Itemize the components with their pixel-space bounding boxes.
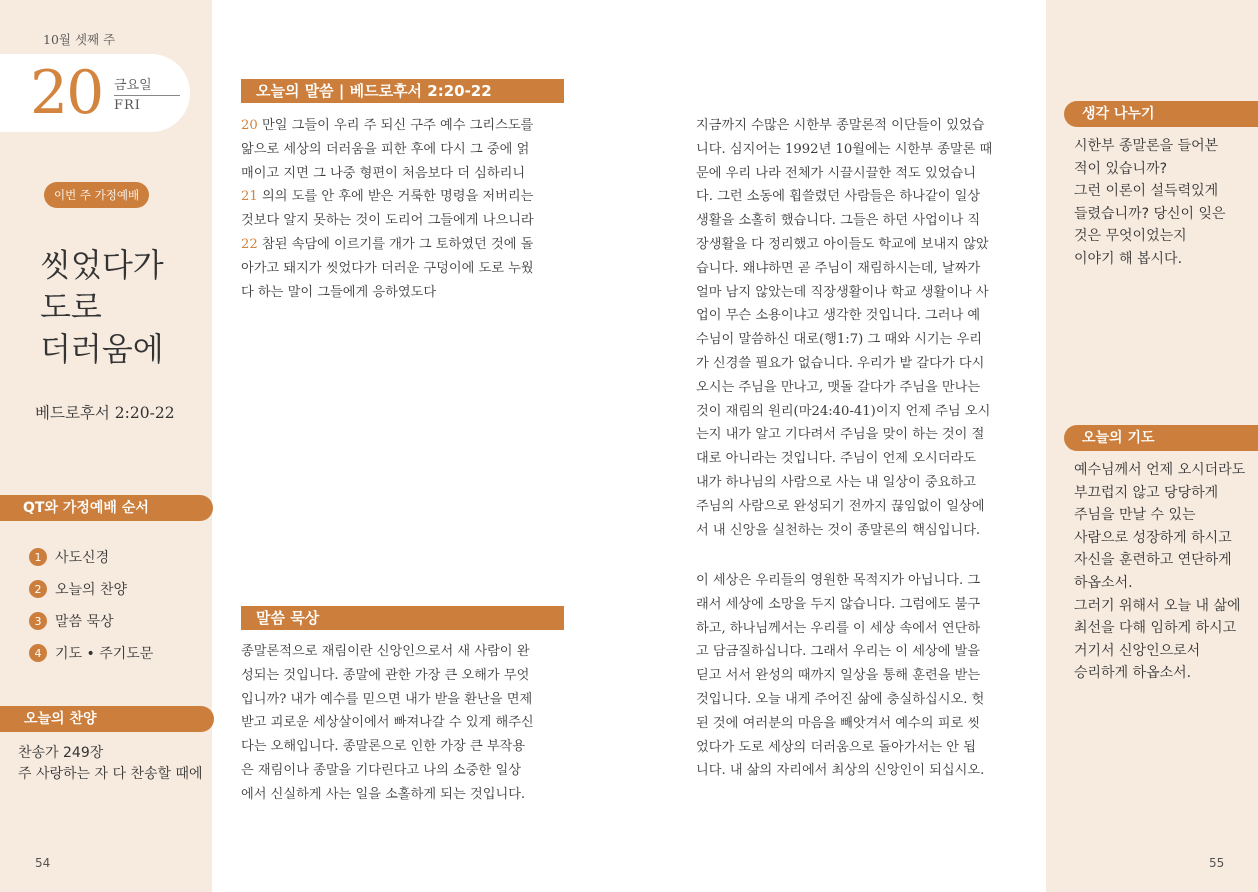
scripture-line (241, 162, 534, 186)
prayer-line: 사람으로 성장하게 하시고 (1074, 529, 1232, 546)
verse-text: 참된 속담에 이르기를 개가 그 토하였던 것에 돌 (257, 236, 534, 252)
prayer-text (1074, 459, 1245, 685)
step-label: 오늘의 찬양 (55, 582, 128, 598)
scripture-text (241, 114, 534, 304)
think-text (1074, 135, 1226, 271)
day-name: 금요일 (114, 78, 152, 93)
step-label: 기도 • 주기도문 (55, 646, 154, 662)
hymn-line: 찬송가 249장 (18, 745, 104, 761)
meditation-line: 에서 신실하게 사는 일을 소홀하게 되는 것입니다. (241, 786, 526, 802)
verse-text: 다 하는 말이 그들에게 응하였도다 (241, 284, 437, 300)
body-line: 는지 내가 알고 기다려서 주님을 맞이 하는 것이 절 (696, 427, 985, 443)
prayer-line: 자신을 훈련하고 연단하게 (1074, 552, 1232, 569)
step-number: 2 (29, 580, 47, 598)
verse-number: 21 (241, 189, 258, 205)
body-line: 었다가 도로 세상의 더러움으로 돌아가서는 안 됩 (696, 739, 976, 755)
body-line: 업이 무슨 소용이냐고 생각한 것입니다. 그러나 예 (696, 308, 981, 324)
scripture-line (241, 138, 534, 162)
body-line: 수님이 말씀하신 대로(행1:7) 그 때와 시기는 우리 (696, 332, 982, 348)
list-item (29, 605, 153, 637)
list-item (29, 573, 153, 605)
qt-order-list (29, 541, 153, 669)
body-line: 습니다. 왜냐하면 곧 주님이 재림하시는데, 날짜가 (696, 260, 981, 276)
prayer-line: 거기서 신앙인으로서 (1074, 642, 1201, 659)
think-heading: 생각 나누기 (1064, 101, 1258, 127)
body-line: 얼마 남지 않았는데 직장생활이나 학교 생활이나 사 (696, 284, 989, 300)
step-label: 말씀 묵상 (55, 614, 114, 630)
body-line: 주님의 사람으로 완성되기 전까지 끊임없이 일상에 (696, 498, 985, 514)
title-line: 더러움에 (40, 330, 164, 368)
verse-text: 것보다 알지 못하는 것이 도리어 그들에게 나으니라 (241, 213, 534, 229)
body-paragraph-2 (696, 569, 984, 783)
body-line: 것입니다. 오늘 내게 주어진 삶에 충실하십시오. 헛 (696, 691, 985, 707)
step-label: 사도신경 (55, 550, 110, 566)
meditation-line: 성되는 것입니다. 종말에 관한 가장 큰 오해가 무엇 (241, 667, 530, 683)
think-line: 적이 있습니까? (1074, 160, 1168, 177)
body-line: 지금까지 수많은 시한부 종말론적 이단들이 있었습 (696, 118, 985, 133)
scripture-line (241, 209, 534, 233)
body-line: 래서 세상에 소망을 두지 않습니다. 그럼에도 불구 (696, 596, 981, 612)
body-line: 된 것에 여러분의 마음을 빼앗겨서 예수의 피로 씻 (696, 715, 981, 731)
qt-order-heading: QT와 가정예배 순서 (0, 495, 213, 521)
meditation-line: 종말론적으로 재림이란 신앙인으로서 새 사람이 완 (241, 644, 530, 659)
body-line: 고 담금질하십니다. 그래서 우리는 이 세상에 발을 (696, 644, 981, 660)
body-line: 이 세상은 우리들의 영원한 목적지가 아닙니다. 그 (696, 573, 981, 588)
page-title (40, 244, 164, 370)
body-paragraph-1 (696, 114, 992, 542)
verse-number: 20 (241, 118, 258, 133)
hymn-line: 주 사랑하는 자 다 찬송할 때에 (18, 766, 203, 782)
title-line: 도로 (40, 288, 102, 326)
body-line: 오시는 주님을 만나고, 맷돌 갈다가 주님을 만나는 (696, 379, 981, 395)
prayer-line: 하옵소서. (1074, 574, 1133, 591)
prayer-line: 최선을 다해 임하게 하시고 (1074, 620, 1237, 637)
think-line: 이야기 해 봅시다. (1074, 250, 1183, 267)
family-worship-badge: 이번 주 가정예배 (44, 182, 149, 208)
step-number: 3 (29, 612, 47, 630)
meditation-line: 받고 괴로운 세상살이에서 빠져나갈 수 있게 해주신 (241, 715, 534, 731)
scripture-heading: 오늘의 말씀 | 베드로후서 2:20-22 (241, 79, 564, 103)
body-line: 니다. 심지어는 1992년 10월에는 시한부 종말론 때 (696, 141, 993, 157)
meditation-line: 다는 오해입니다. 종말론으로 인한 가장 큰 부작용 (241, 739, 526, 755)
prayer-line: 주님을 만날 수 있는 (1074, 507, 1196, 524)
body-line: 가 신경쓸 필요가 없습니다. 우리가 밭 갈다가 다시 (696, 355, 985, 371)
scripture-line (241, 185, 534, 209)
think-line: 그런 이론이 설득력있게 (1074, 183, 1219, 200)
prayer-line: 예수님께서 언제 오시더라도 (1074, 462, 1246, 478)
verse-text: 앎으로 세상의 더러움을 피한 후에 다시 그 중에 얽 (241, 141, 530, 157)
week-label: 10월 셋째 주 (43, 32, 116, 47)
verse-text: 의의 도를 안 후에 받은 거룩한 명령을 저버리는 (257, 189, 534, 205)
list-item (29, 541, 153, 573)
meditation-line: 입니까? 내가 예수를 믿으면 내가 받을 환난을 면제 (241, 691, 533, 707)
scripture-line (241, 233, 534, 257)
page-number-right: 55 (1209, 856, 1225, 870)
verse-number: 22 (241, 236, 258, 252)
body-line: 대로 아니라는 것입니다. 주님이 언제 오시더라도 (696, 451, 976, 467)
day-number: 20 (30, 58, 103, 128)
meditation-line: 은 재림이나 종말을 기다린다고 나의 소중한 일상 (241, 762, 521, 778)
body-line: 것이 재림의 원리(마24:40-41)이지 언제 주님 오시 (696, 403, 991, 419)
day-english: FRI (114, 98, 141, 113)
scripture-line (241, 257, 534, 281)
scripture-line (241, 281, 534, 305)
think-line: 것은 무엇이었는지 (1074, 228, 1187, 245)
prayer-line: 승리하게 하옵소서. (1074, 665, 1192, 682)
day-divider (114, 95, 180, 96)
body-line: 생활을 소홀히 했습니다. 그들은 하던 사업이나 직 (696, 213, 981, 229)
body-line: 내가 하나님의 사람으로 사는 내 일상이 중요하고 (696, 474, 976, 490)
think-line: 들렸습니까? 당신이 잊은 (1074, 205, 1226, 222)
verse-text: 아가고 돼지가 씻었다가 더러운 구덩이에 도로 누웠 (241, 260, 534, 276)
meditation-text (241, 640, 534, 807)
title-line: 씻었다가 (40, 246, 164, 284)
body-line: 문에 우리 나라 전체가 시끌시끌한 적도 있었습니 (696, 165, 976, 181)
hymn-text (18, 743, 203, 785)
verse-text: 매이고 지면 그 나중 형편이 처음보다 더 심하리니 (241, 165, 526, 181)
body-line: 장생활을 다 정리했고 아이들도 학교에 보내지 않았 (696, 236, 989, 252)
hymn-heading: 오늘의 찬양 (0, 706, 214, 732)
body-line: 하고, 하나님께서는 우리를 이 세상 속에서 연단하 (696, 620, 981, 636)
scripture-reference: 베드로후서 2:20-22 (35, 404, 175, 422)
step-number: 4 (29, 644, 47, 662)
body-line: 딛고 서서 완성의 때까지 일상을 통해 훈련을 받는 (696, 668, 981, 684)
list-item (29, 637, 153, 669)
page-number-left: 54 (35, 856, 51, 870)
think-line: 시한부 종말론을 들어본 (1074, 138, 1219, 154)
body-line: 니다. 내 삶의 자리에서 최상의 신앙인이 되십시오. (696, 763, 985, 779)
prayer-line: 그러기 위해서 오늘 내 삶에 (1074, 597, 1241, 614)
step-number: 1 (29, 548, 47, 566)
scripture-line (241, 114, 534, 138)
verse-text: 만일 그들이 우리 주 되신 구주 예수 그리스도를 (257, 118, 534, 133)
prayer-heading: 오늘의 기도 (1064, 425, 1258, 451)
prayer-line: 부끄럽지 않고 당당하게 (1074, 484, 1219, 501)
body-line: 다. 그런 소동에 휩쓸렸던 사람들은 하나같이 일상 (696, 189, 981, 205)
body-line: 서 내 신앙을 실천하는 것이 종말론의 핵심입니다. (696, 522, 981, 538)
meditation-heading: 말씀 묵상 (241, 606, 564, 630)
